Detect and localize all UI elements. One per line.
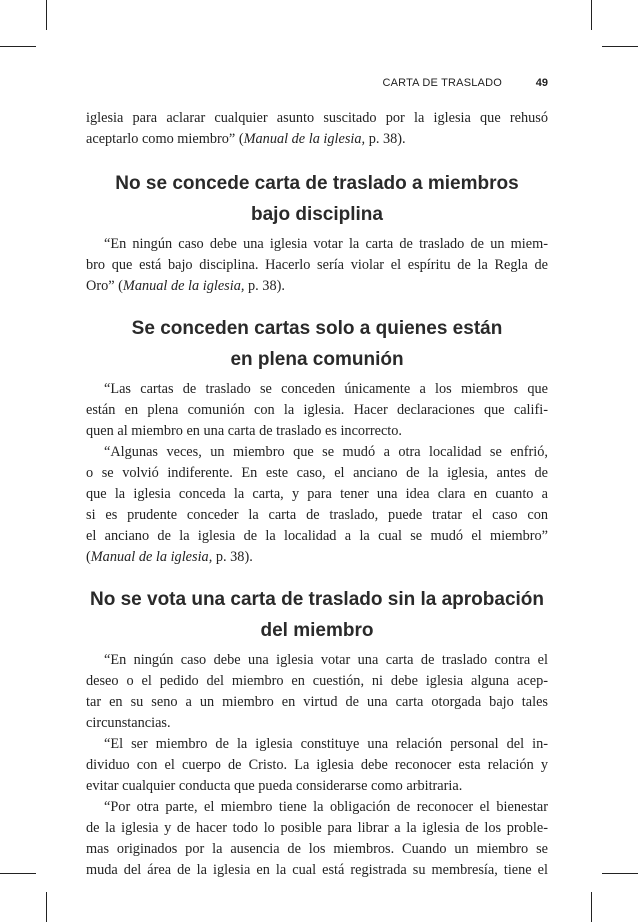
text-line: “Por otra parte, el miembro tiene la obligación de reconocer el bienestar xyxy=(104,799,548,815)
text-line: “Las cartas de traslado se conceden únicamente a los miembros que xyxy=(104,381,548,397)
paragraph xyxy=(86,797,548,881)
text-line xyxy=(86,547,548,568)
section-heading xyxy=(86,168,548,230)
text-line: mas originados por la ausencia de los miembros. Cuando un miembro se xyxy=(86,841,548,857)
text-line: evitar cualquier conducta que pueda considerarse como arbitraria. xyxy=(86,778,463,794)
text-run: p. 38). xyxy=(365,131,406,147)
heading-line: en plena comunión xyxy=(230,349,404,370)
text-line: “El ser miembro de la iglesia constituye una relación personal del in- xyxy=(104,736,548,752)
heading-line: No se concede carta de traslado a miembros xyxy=(115,173,519,194)
text-line: bro que está bajo disciplina. Hacerlo sería violar el espíritu de la Regla de xyxy=(86,257,548,273)
crop-mark xyxy=(46,892,47,922)
paragraph xyxy=(86,734,548,797)
text-line: “Algunas veces, un miembro que se mudó a otra localidad se enfrió, xyxy=(104,444,548,460)
text-line: “En ningún caso debe una iglesia votar una carta de traslado contra el xyxy=(104,652,548,668)
page-body xyxy=(86,108,548,881)
text-line: quen al miembro en una carta de traslado es incorrecto. xyxy=(86,423,402,439)
text-line: si es prudente conceder la carta de traslado, puede tratar el caso con xyxy=(86,507,548,523)
text-line: que la iglesia conceda la carta, y para tener una idea clara en cuanto a xyxy=(86,486,548,502)
paragraph xyxy=(86,379,548,442)
text-line: “En ningún caso debe una iglesia votar la carta de traslado de un miem- xyxy=(104,236,548,252)
crop-mark xyxy=(591,0,592,30)
text-run: p. 38). xyxy=(212,549,253,565)
crop-mark xyxy=(602,46,638,47)
heading-line: Se conceden cartas solo a quienes están xyxy=(131,318,503,339)
crop-mark xyxy=(0,46,36,47)
section-heading xyxy=(86,313,548,375)
citation-title: Manual de la iglesia, xyxy=(122,278,245,294)
heading-line: No se vota una carta de traslado sin la aprobación xyxy=(89,589,545,610)
crop-mark xyxy=(0,873,36,874)
section-heading xyxy=(86,584,548,646)
heading-line: del miembro xyxy=(260,620,374,641)
text-line: deseo o el pedido del miembro en cuestión, ni debe iglesia alguna acep- xyxy=(86,673,548,689)
page-number: 49 xyxy=(535,77,548,89)
text-line: muda del área de la iglesia en la cual está registrada su membresía, tiene el xyxy=(86,862,548,878)
paragraph xyxy=(86,234,548,297)
crop-mark xyxy=(602,873,638,874)
paragraph xyxy=(86,650,548,734)
paragraph xyxy=(86,442,548,568)
page-header xyxy=(86,77,548,95)
crop-mark xyxy=(46,0,47,30)
text-line: tar en su seno a un miembro en virtud de una carta otorgada bajo tales xyxy=(86,694,548,710)
text-line xyxy=(86,276,548,297)
citation-title: Manual de la iglesia, xyxy=(90,549,213,565)
text-line: dividuo con el cuerpo de Cristo. La iglesia debe reconocer esta relación y xyxy=(86,757,548,773)
text-line: están en plena comunión con la iglesia. Hacer declaraciones que califi- xyxy=(86,402,548,418)
text-line: el anciano de la iglesia de la localidad a la cual se mudó el miembro” xyxy=(86,528,548,544)
paragraph xyxy=(86,108,548,150)
citation-title: Manual de la iglesia, xyxy=(243,131,366,147)
text-line: o se volvió indiferente. En este caso, el anciano de la iglesia, antes de xyxy=(86,465,548,481)
text-run: Oro” ( xyxy=(86,278,123,294)
text-line xyxy=(86,129,548,150)
text-run: p. 38). xyxy=(244,278,285,294)
text-line: de la iglesia y de hacer todo lo posible para librar a la iglesia de los proble- xyxy=(86,820,548,836)
text-line: iglesia para aclarar cualquier asunto suscitado por la iglesia que rehusó xyxy=(86,110,548,126)
text-line: circunstancias. xyxy=(86,715,171,731)
crop-mark xyxy=(591,892,592,922)
heading-line: bajo disciplina xyxy=(251,204,383,225)
running-head: CARTA DE TRASLADO xyxy=(382,77,502,89)
text-run: ( xyxy=(86,549,91,565)
text-run: aceptarlo como miembro” ( xyxy=(86,131,244,147)
